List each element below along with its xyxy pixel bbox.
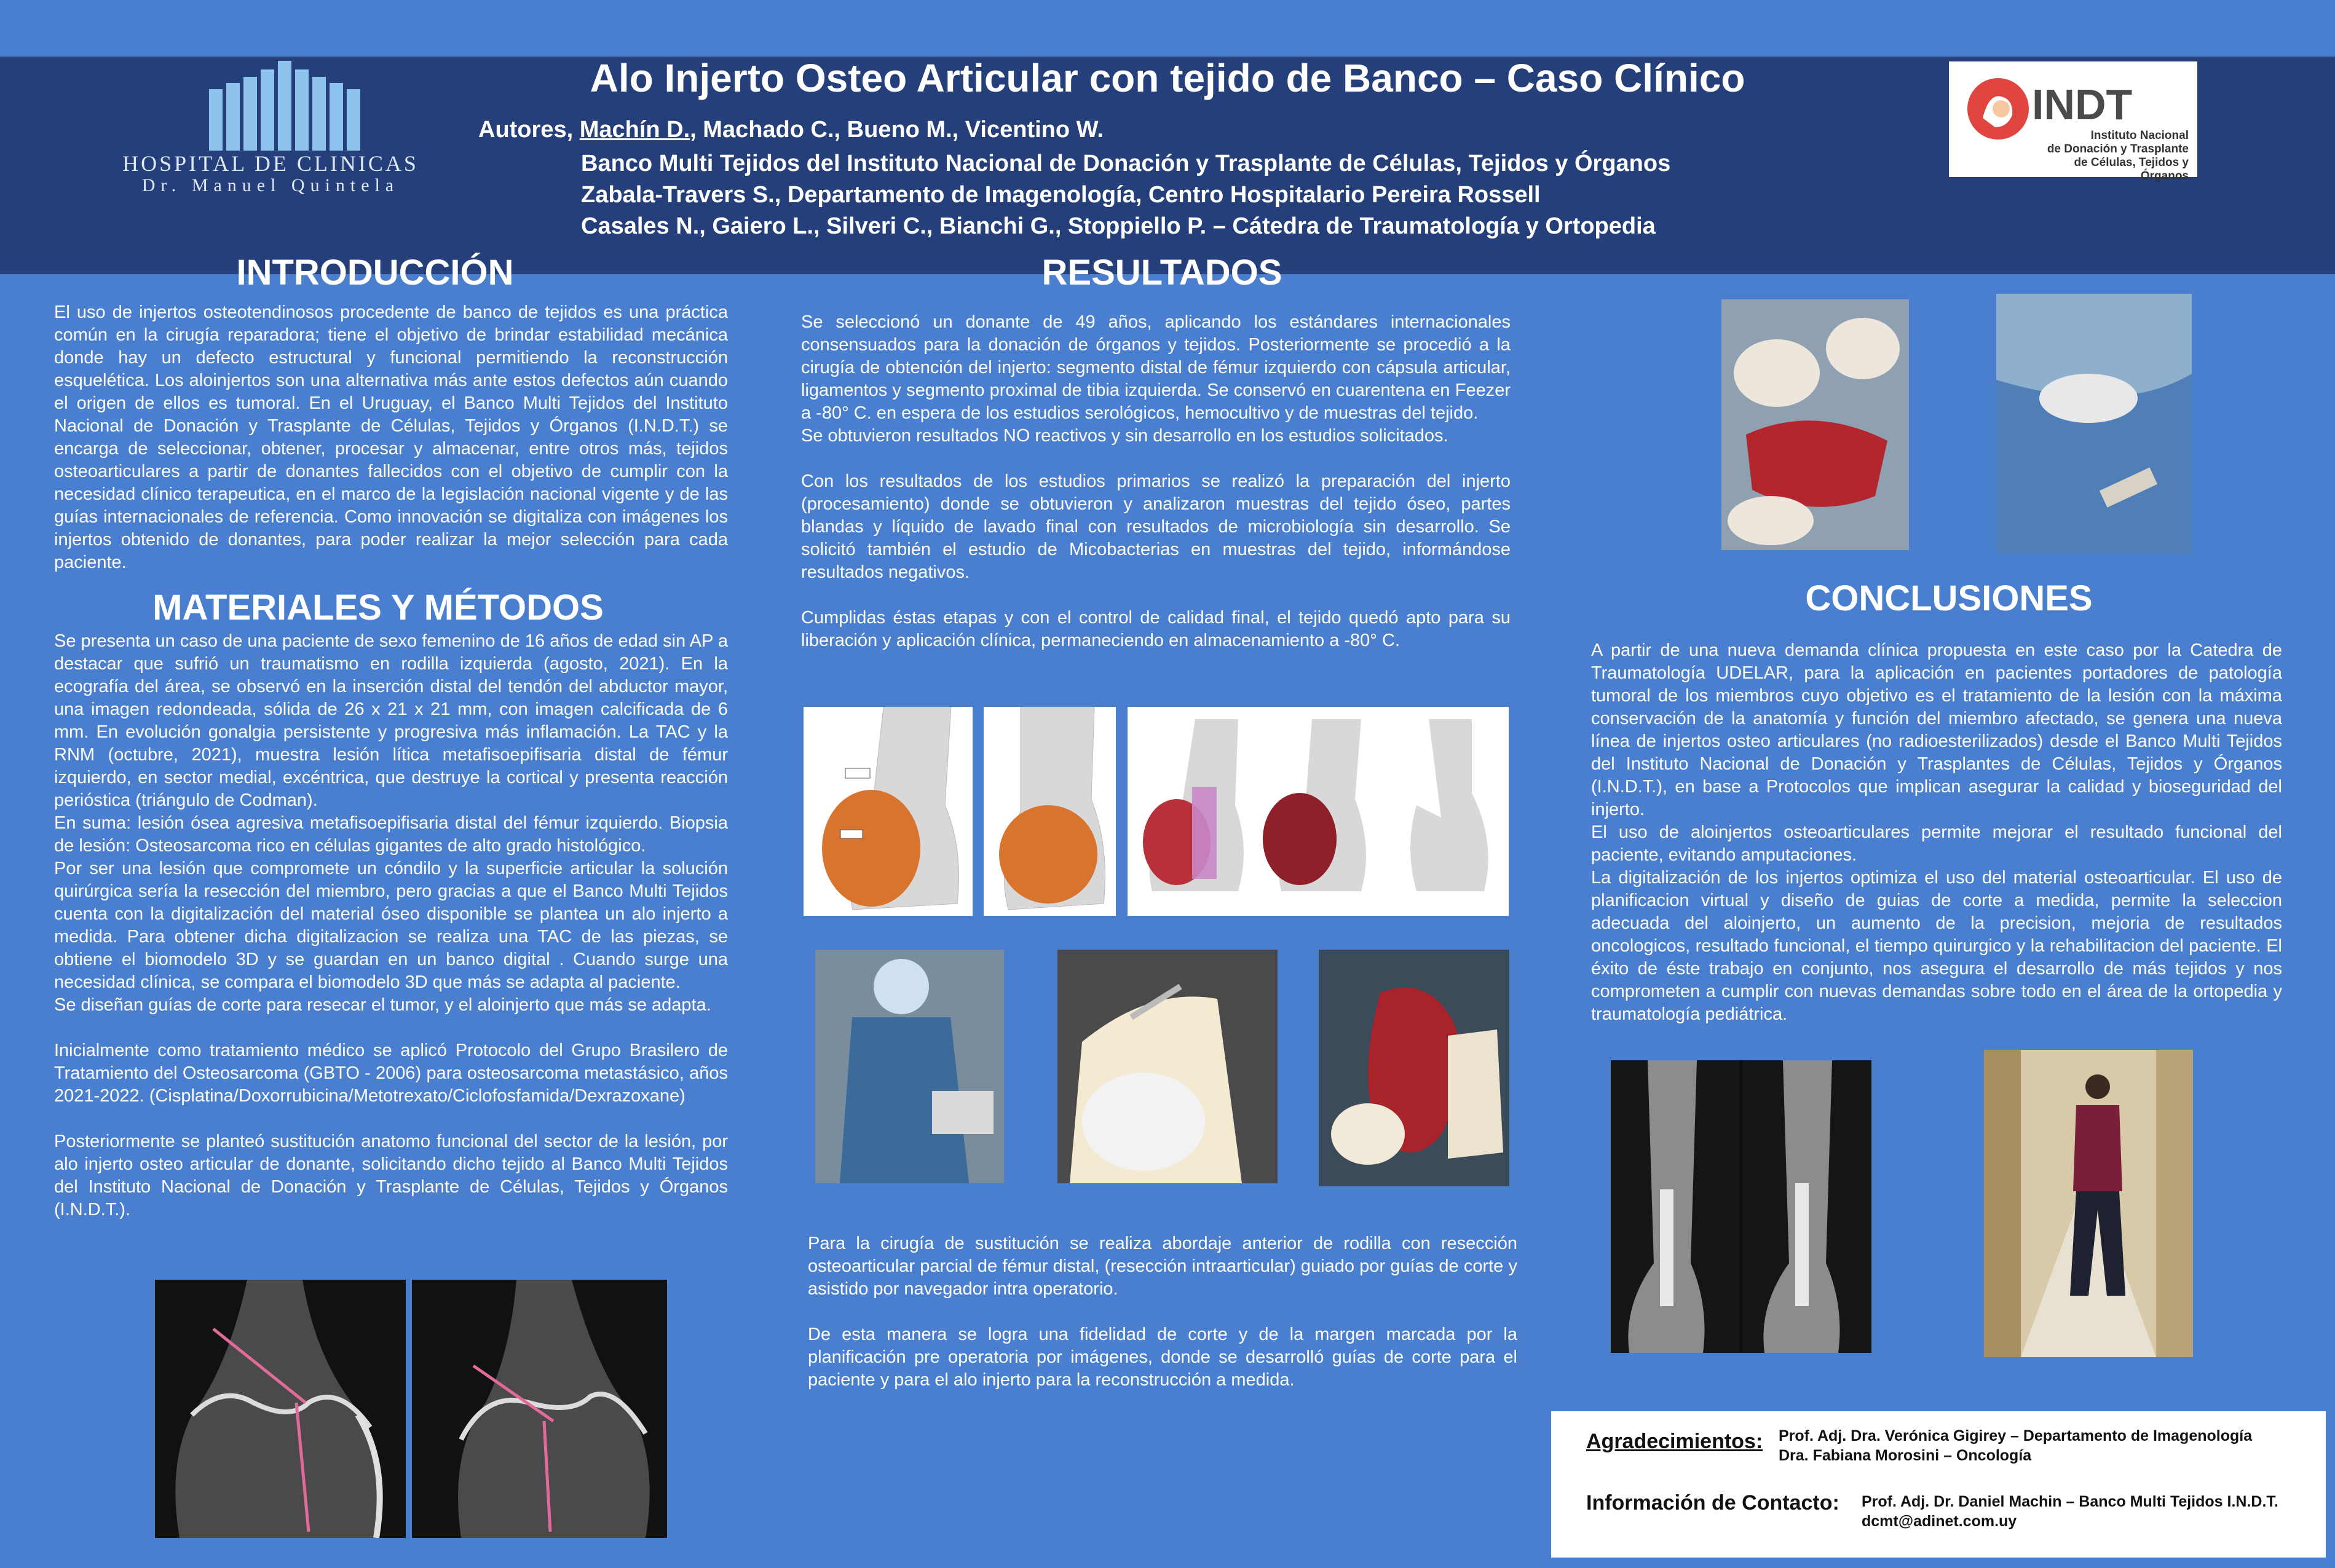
results-p3: Con los resultados de los estudios primarios se realizó la preparación del injerto (procesamiento) donde se obtuvieron y analizaron muestras del tejido óseo, partes blandas y líquido de lavado final con resultados de microbiología sin desarrollo. Se solicitó también el estudio de Micobacterias en muestras del tejido, informándose resultados negativos.: [801, 471, 1511, 582]
authors-line: [478, 117, 1104, 143]
conclusions-p3: La digitalización de los injertos optimiza el uso del material osteoarticular. El uso de planificacion virtual y diseño de guias de corte a medida, permite la seleccion adecuada del aloinjerto, un aumento de la precision, mejoria de resultados oncologicos, resultado funcional, el tiempo quirurgico y la rehabilitacion del paciente. El éxito de éste trabajo en conjunto, nos asegura el desarrollo de más tejidos y nos comprometen a cumplir con nuevas demandas sobre todo en el área de la ortopedia y traumatología pediátrica.: [1591, 868, 2282, 1024]
acknowledgements-list: [1779, 1426, 2252, 1465]
contact-name: Prof. Adj. Dr. Daniel Machin – Banco Multi Tejidos I.N.D.T.: [1862, 1493, 2278, 1510]
indt-subtitle-1: Instituto Nacional: [2090, 129, 2189, 142]
results-p4: Cumplidas éstas etapas y con el control de calidad final, el tejido quedó apto para su liberación y aplicación clínica, permaneciendo en almacenamiento a -80° C.: [801, 608, 1511, 650]
first-author: Machín D.: [579, 117, 690, 143]
cutting-guides-3d: [1128, 707, 1509, 916]
methods-p2: En suma: lesión ósea agresiva metafisoepifisaria distal del fémur izquierdo. Biopsia de lesión: Osteosarcoma rico en células gigantes de alto grado histológico.: [54, 813, 728, 856]
acknowledgements-label: Agradecimientos:: [1586, 1430, 1763, 1453]
results-text-top: [801, 311, 1511, 652]
results-p1: Se seleccionó un donante de 49 años, aplicando los estándares internacionales consensuados para la donación de órganos y tejidos. Posteriormente se procedió a la cirugía de obtención del injerto: segmento distal de fémur izquierdo con cápsula articular, ligamentos y segmento proximal de tibia izquierda. Se conservó en cuarentena en Feezer a -80° C. en espera de los estudios serológicos, hemocultivo y de muestras del tejido.: [801, 312, 1511, 423]
bone-3d-model-2: [984, 707, 1116, 916]
results-p5: Para la cirugía de sustitución se realiza abordaje anterior de rodilla con resección osteoarticular parcial de fémur distal, (resección intraarticular) guiado por guías de corte y asistido por navegador intra operatorio.: [808, 1234, 1517, 1299]
ct-scan-image-2: [412, 1280, 667, 1538]
patient-walking-photo: [1984, 1050, 2193, 1357]
contact-email[interactable]: dcmt@adinet.com.uy: [1862, 1513, 2017, 1530]
surgery-photo-1: [815, 950, 1004, 1183]
methods-p4: Se diseñan guías de corte para resecar el tumor, y el aloinjerto que más se adapta.: [54, 995, 711, 1015]
ack-item-2: Dra. Fabiana Morosini – Oncología: [1779, 1447, 2032, 1464]
footer-box: [1551, 1411, 2326, 1558]
methods-p1: Se presenta un caso de una paciente de sexo femenino de 16 años de edad sin AP a destacar que sufrió un traumatismo en rodilla izquierda (agosto, 2021). En la ecografía del área, se observó en la inserción distal del tendón del abductor mayor, una imagen redondeada, sólida de 26 x 21 x 21 mm, con imagen calcificada de 6 mm. En evolución gonalgia persistente y progresiva más inflamación. La TAC y la RNM (octubre, 2021), muestra lesión lítica metafisoepifisaria distal de fémur izquierdo, en sector medial, excéntrica, que destruye la cortical y presenta reacción perióstica (triángulo de Codman).: [54, 631, 728, 810]
hospital-subtitle: Dr. Manuel Quintela: [141, 175, 400, 195]
intro-heading: INTRODUCCIÓN: [236, 253, 514, 293]
xray-images: [1611, 1060, 1871, 1353]
conclusions-text: [1591, 639, 2282, 1026]
methods-p5: Inicialmente como tratamiento médico se aplicó Protocolo del Grupo Brasilero de Tratamiento del Osteosarcoma (GBTO - 2006) para osteosarcoma metastásico, años 2021-2022. (Cisplatina/Doxorrubicina/Metotrexato/Ciclofosfamida/Dexrazoxane): [54, 1041, 728, 1106]
surgery-photo-2: [1057, 950, 1278, 1183]
affiliation-3: Casales N., Gaiero L., Silveri C., Bianchi G., Stoppiello P. – Cátedra de Traumatología y Ortopedia: [581, 213, 1656, 239]
surgery-photo-3: [1319, 950, 1509, 1186]
ct-scan-image-1: [155, 1280, 406, 1538]
affiliation-2: Zabala-Travers S., Departamento de Imagenología, Centro Hospitalario Pereira Rossell: [581, 182, 1541, 208]
conclusions-p1: A partir de una nueva demanda clínica propuesta en este caso por la Catedra de Traumatología UDELAR, para la aplicación en pacientes portadores de patología tumoral de los miembros cuyo objetivo es el tratamiento de la lesión con la máxima conservación de la anatomía y función del miembro afectado, se genera una nueva línea de injertos osteo articulares (no radioesterilizados) desde el Banco Multi Tejidos del Instituto Nacional de Donación y Trasplantes de Células, Tejidos y Órganos (I.N.D.T.), en base a Protocolos que implican asegurar la calidad y bioseguridad del injerto.: [1591, 640, 2282, 819]
indt-hand-icon: [1964, 75, 2032, 143]
results-p6: De esta manera se logra una fidelidad de corte y de la margen marcada por la planificación pre operatoria por imágenes, donde se desarrolló guías de corte para el paciente y para el alo injerto para la reconstrucción a medida.: [808, 1325, 1517, 1390]
results-heading: RESULTADOS: [1041, 253, 1282, 293]
conclusions-p2: El uso de aloinjertos osteoarticulares permite mejorar el resultado funcional del paciente, evitando amputaciones.: [1591, 822, 2282, 865]
other-authors: , Machado C., Bueno M., Vicentino W.: [690, 117, 1104, 143]
indt-name: INDT: [2032, 81, 2133, 128]
bone-3d-model-1: [804, 707, 973, 916]
ack-item-1: Prof. Adj. Dra. Verónica Gigirey – Departamento de Imagenología: [1779, 1427, 2253, 1444]
graft-surgery-photo: [1721, 299, 1909, 550]
graft-prep-photo: [1996, 294, 2192, 553]
results-text-bottom: [808, 1232, 1517, 1392]
methods-heading: MATERIALES Y MÉTODOS: [152, 588, 604, 628]
indt-logo: [1949, 61, 2197, 183]
methods-p6: Posteriormente se planteó sustitución anatomo funcional del sector de la lesión, por alo injerto osteo articular de donante, solicitando dicho tejido al Banco Multi Tejidos del Instituto Nacional de Donación y Trasplante de Células, Tejidos y Órganos (I.N.D.T.).: [54, 1132, 728, 1219]
indt-subtitle-2: de Donación y Trasplante: [2047, 143, 2189, 156]
authors-prefix: Autores,: [478, 117, 574, 143]
results-p2: Se obtuvieron resultados NO reactivos y sin desarrollo en los estudios solicitados.: [801, 426, 1448, 446]
methods-p3: Por ser una lesión que compromete un cóndilo y la superficie articular la solución quirúrgica sería la resección del miembro, pero gracias a que el Banco Multi Tejidos cuenta con la digitalización del material óseo disponible se plantea un alo injerto a medida. Para obtener dicha digitalizacion se realiza una TAC de las piezas, se obtiene el biomodelo 3D y se guardan en un banco digital . Cuando surge una necesidad clínica, se compara el biomodelo 3D que más se adapta al paciente.: [54, 859, 728, 992]
intro-text: El uso de injertos osteotendinosos procedente de banco de tejidos es una práctica común en la cirugía reparadora; tiene el objetivo de brindar estabilidad mecánica donde hay un defecto estructural y funcional permitiendo la reconstrucción esquelética. Los aloinjertos son una alternativa más ante estos defectos aún cuando el origen de ellos es tumoral. En el Uruguay, el Banco Multi Tejidos del Instituto Nacional de Donación y Trasplante de Células, Tejidos y Órganos (I.N.D.T.) se encarga de seleccionar, obtener, procesar y almacenar, entre otros más, tejidos osteoarticulares a partir de donantes fallecidos con el objetivo de cumplir con la necesidad clínico terapeutica, en el marco de la legislación nacional vigente y de las guías internacionales de referencia. Como innovación se digitaliza con imágenes los injertos obtenido de donantes, para poder realizar la mejor selección para cada paciente.: [54, 302, 728, 572]
hospital-name: HOSPITAL DE CLINICAS: [122, 151, 419, 176]
conclusions-heading: CONCLUSIONES: [1805, 578, 2093, 618]
poster-title: Alo Injerto Osteo Articular con tejido de Banco – Caso Clínico: [590, 56, 1745, 100]
contact-info: [1862, 1492, 2278, 1531]
affiliation-1: Banco Multi Tejidos del Instituto Nacional de Donación y Trasplante de Células, Tejidos y Órganos: [581, 151, 1671, 176]
methods-text: [54, 630, 728, 1221]
contact-label: Información de Contacto:: [1586, 1491, 1839, 1515]
indt-subtitle-3: de Células, Tejidos y Órganos: [2074, 156, 2189, 183]
indt-subtitle: [2029, 129, 2189, 183]
